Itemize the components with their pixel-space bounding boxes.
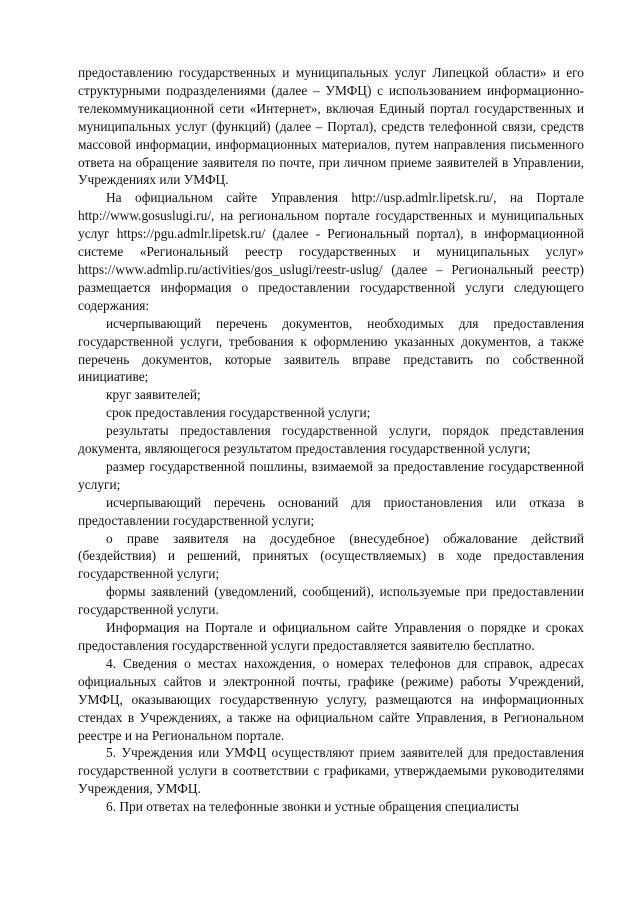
document-page [78,64,584,816]
paragraph-10: Информация на Портале и официальном сайте Управления о порядке и сроках предоставления государственной услуги предоставляется заявителю бесплатно. [78,620,584,653]
paragraph-6: размер государственной пошлины, взимаемой за предоставление государственной услуги; [78,458,584,492]
paragraph-11: 4. Сведения о местах нахождения, о номерах телефонов для справок, адресах официальных сайтов и электронной почты, графике (режиме) работы Учреждений, УМФЦ, оказывающих государственную услугу, размещаются на информационных стендах в Учреждениях, а также на официальном сайте Управления, в Региональном реестре и на Региональном портале. [78,655,584,743]
paragraph-7: исчерпывающий перечень оснований для приостановления или отказа в предоставлении государственной услуги; [78,494,584,528]
paragraph-4: срок предоставления государственной услуги; [106,405,371,421]
paragraph-5: результаты предоставления государственной услуги, порядок представления документа, являющегося результатом предоставления государственной услуги; [78,423,584,457]
paragraph-9: формы заявлений (уведомлений, сообщений), используемые при предоставлении государственной услуги. [78,584,584,618]
paragraph-13: 6. При ответах на телефонные звонки и устные обращения специалисты [106,799,520,815]
paragraph-3: круг заявителей; [106,387,201,403]
paragraph-12: 5. Учреждения или УМФЦ осуществляют прием заявителей для предоставления государственной услуги в соответствии с графиками, утверждаемыми руководителями Учреждения, УМФЦ. [78,745,584,797]
paragraph-1: На официальном сайте Управления http://usp.admlr.lipetsk.ru/, на Портале http://www.gosuslugi.ru/, на региональном портале государственных и муниципальных услуг https://pgu.admlr.lipetsk.ru/ (далее - Региональный портал), в информационной системе «Региональный реестр государственных и муниципальных услуг» https://www.admlip.ru/activities/gos_uslugi/reestr-uslug/ (далее – Региональный реестр) размещается информация о предоставлении государственной услуги следующего содержания: [78,190,584,313]
paragraph-0: предоставлению государственных и муниципальных услуг Липецкой области» и его структурными подразделениями (далее – УМФЦ) с использованием информационно-телекоммуникационной сети «Интернет», включая Единый портал государственных и муниципальных услуг (функций) (далее – Портал), средств телефонной связи, средств массовой информации, информационных материалов, путем направления письменного ответа на обращение заявителя по почте, при личном приеме заявителей в Управлении, Учреждениях или УМФЦ. [78,65,584,188]
paragraph-8: о праве заявителя на досудебное (внесудебное) обжалование действий (бездействия) и решений, принятых (осуществляемых) в ходе предоставления государственной услуги; [78,530,584,582]
paragraph-2: исчерпывающий перечень документов, необходимых для предоставления государственной услуги, требования к оформлению указанных документов, а также перечень документов, которые заявитель вправе представить по собственной инициативе; [78,315,584,385]
